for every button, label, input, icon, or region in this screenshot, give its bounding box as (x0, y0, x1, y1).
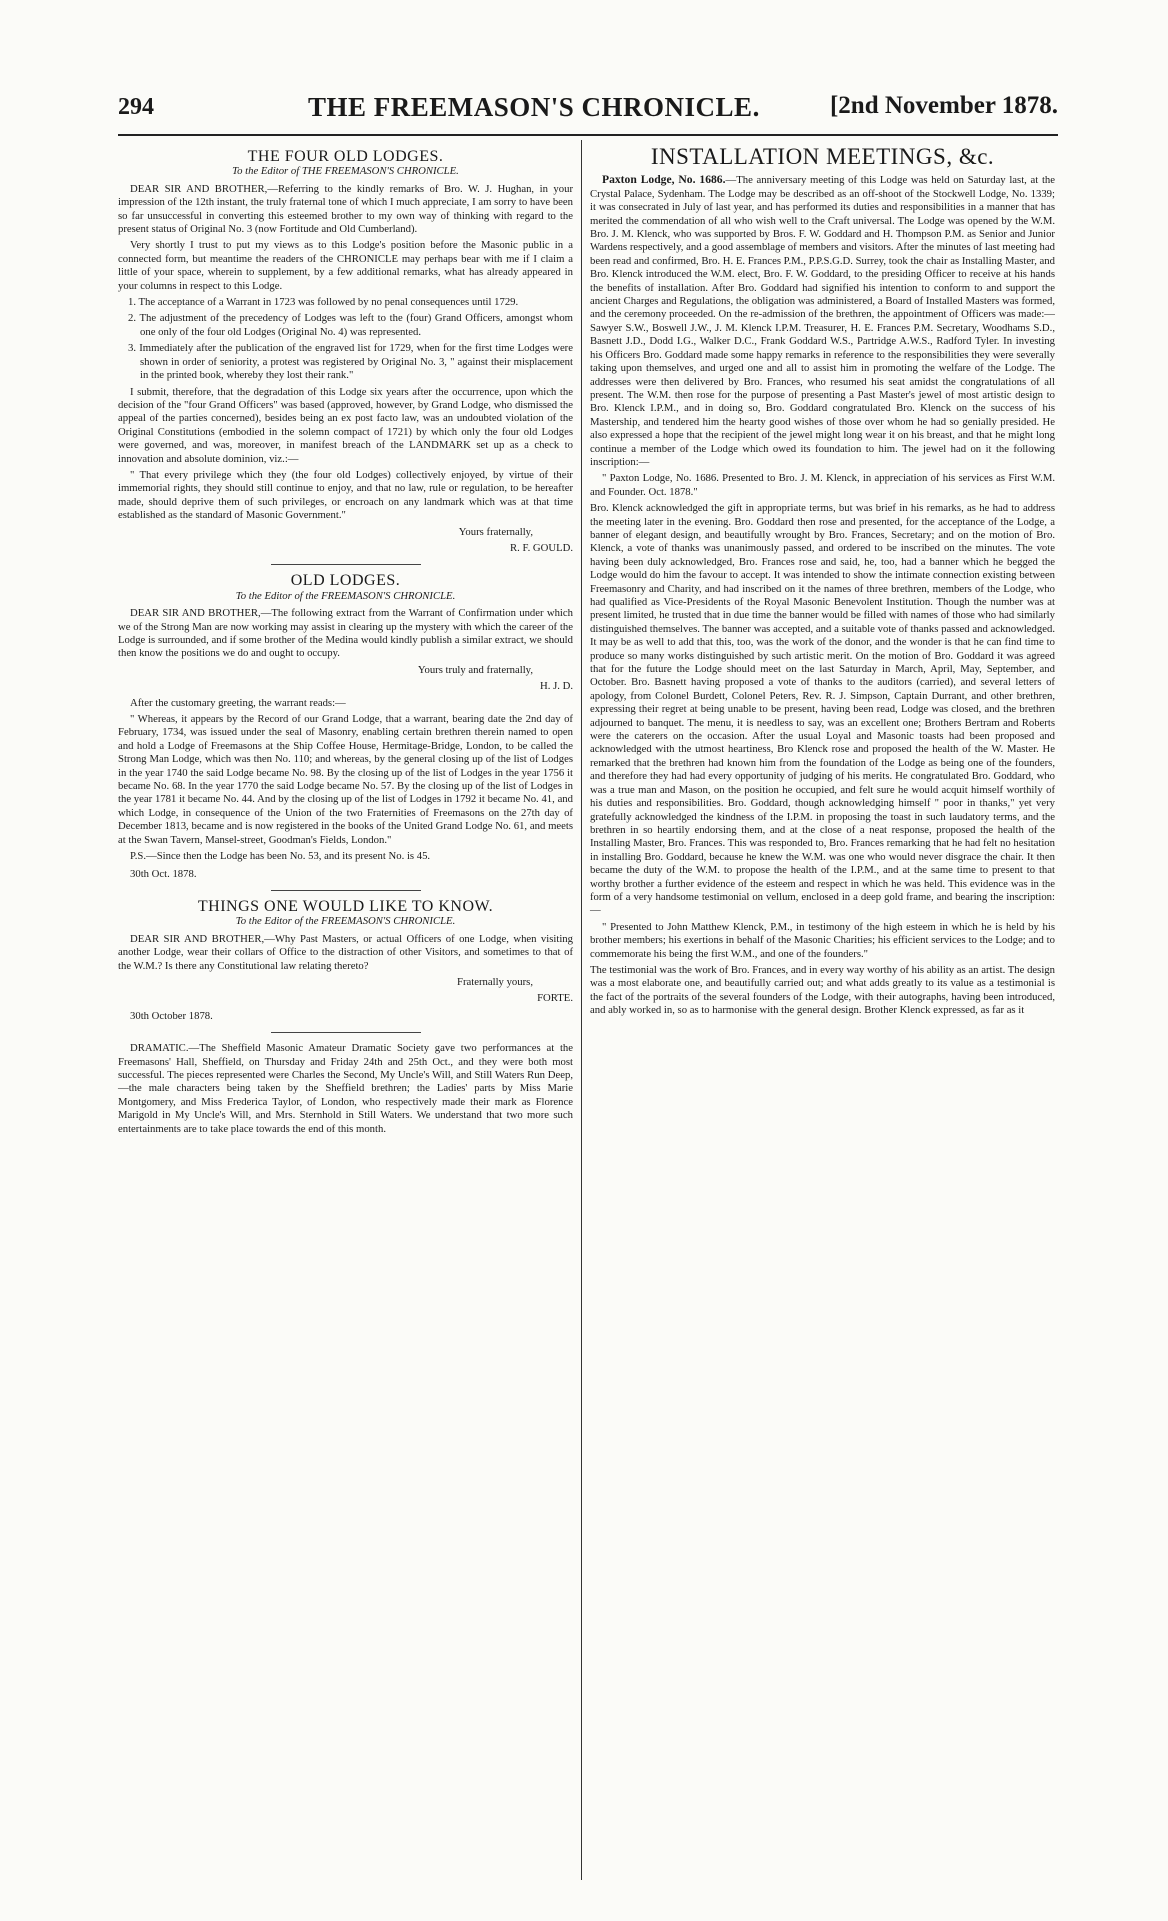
section-heading: INSTALLATION MEETINGS, &c. (650, 144, 995, 169)
list-item: 2. The adjustment of the precedency of Lodges was left to the (four) Grand Officers, amongst whom one only of the four old Lodges (Original No. 4) was represented. (128, 312, 573, 338)
article-heading: OLD LODGES. (290, 572, 401, 590)
letter-date: 30th October 1878. (130, 1009, 213, 1022)
right-column (590, 146, 1055, 1021)
paragraph: Bro. Klenck acknowledged the gift in appropriate terms, but was brief in his remarks, as he had to address the meeting later in the evening. Bro. Goddard then rose and presented, for the acceptance of the Lodge, a banner of elegant design, and beautifully wrought by Bro. Frances, Secretary; and on the motion of Bro. Klenck, a vote of thanks was unanimously passed, and ordered to be inscribed on the minutes. The vote having been duly acknowledged, Bro. Frances rose and said, he, too, had a banner which he begged the Lodge would do him the favour to accept. It was intended to show the intimate connection existing between Freemasonry and Charity, and had inscribed on it the names of three brethren, members of the Lodge, who had qualified as Vice-Presidents of the Royal Masonic Benevolent Institution. Though the number was at present limited, he trusted that in due time the banner would be filled with names of those who had similarly distinguished themselves. The banner was accepted, and a suitable vote of thanks passed and acknowledged. It may be as well to add that this, too, was the work of the donor, and the wonder is that he can find time to produce so many works distinguished by such artistic merit. On the motion of Bro. Goddard it was agreed that for the future the Lodge should meet on the last Saturday in March, April, May, September, and October. Bro. Basnett having proposed a vote of thanks to the auditors (carried), and several letters of apology, from Colonel Burdett, Colonel Peters, Rev. R. J. Simpson, Captain Durrant, and other brethren, expressing their regret at being unable to be present, having been read, Lodge was closed, and the brethren adjourned to banquet. The menu, it is needless to say, was an excellent one; Brothers Bertram and Roberts were the caterers on the occasion. After the usual Loyal and Masonic toasts had been proposed and acknowledged with the utmost heartiness, Bro Klenck rose and proposed the health of the W. Master. He remarked that the brethren had known him from the foundation of the Lodge as being one of the founders, and therefore they had had every opportunity of judging of his merits. He congratulated Bro. Goddard, who was a true man and Mason, on the position he occupied, and felt sure he would acquit himself worthily of his duties and responsibilities. Bro. Goddard, though acknowledging himself " poor in thanks," yet very gratefully acknowledged the kindness of the I.P.M. in proposing the toast in such laudatory terms, and the brethren in so heartily endorsing them, and at the close of a neat response, proposed the health of the Installing Master, Bro. Frances. This was responded to, Bro. Frances remarking that he had felt no hesitation in installing Bro. Goddard, because he knew the W.M. was one who would never disgrace the chair. It then became the duty of the W.M. to propose the health of the I.P.M., and at the same time to present to that worthy brother a further evidence of the esteem and respect in which he was held. This evidence was in the form of a very handsome testimonial on vellum, enclosed in a deep gold frame, and bearing the inscription:— (590, 502, 1055, 917)
lodge-name: Paxton Lodge, No. 1686. (602, 173, 726, 187)
paragraph (590, 173, 1055, 469)
section-divider (271, 890, 421, 891)
publication-title: THE FREEMASON'S CHRONICLE. (308, 92, 760, 122)
section-divider (271, 564, 421, 565)
left-column (118, 146, 573, 1139)
inscription: " Paxton Lodge, No. 1686. Presented to Bro. J. M. Klenck, in appreciation of his services as First W.M. and Founder. Oct. 1878." (590, 472, 1055, 498)
paragraph-text: —The anniversary meeting of this Lodge was held on Saturday last, at the Crystal Palace, Sydenham. The Lodge may be described as an off-shoot of the Stockwell Lodge, No. 1339; it was consecrated in July of last year, and has performed its duties and responsibilities in a manner that has merited the commendation of all who wish well to the Craft universal. The Lodge was opened by the W.M. Bro. J. M. Klenck, who was supported by Bros. F. W. Goddard and H. Thompson P.M. as Senior and Junior Wardens respectively, and a good assemblage of members and visitors. After the minutes of last meeting had been read and confirmed, Bro. H. E. Frances P.M., P.P.S.G.D. Surrey, took the chair as Installing Master, and Bro. Klenck introduced the W.M. elect, Bro. F. W. Goddard, to the presiding Officer to receive at his hands the benefits of installation. After Bro. Goddard had signified his intention to conform to and support the ancient Charges and Regulations, the obligation was administered, a Board of Installed Masters was formed, and the ceremony proceeded. On the re-admission of the brethren, the appointment of Officers was made:—Sawyer S.W., Boswell J.W., J. M. Klenck I.P.M. Treasurer, H. E. Frances P.M. Secretary, Woodhams S.D., Basnett J.D., Dodd I.G., Walker D.C., Frank Goddard W.S., Partridge A.W.S., Radford Tyler. In investing his Officers Bro. Goddard made some happy remarks in reference to the responsibilities they were severally taking upon themselves, and urged one and all to assist him in promoting the welfare of the Lodge. The addresses were then delivered by Bro. Frances, who resumed his seat amidst the congratulations of all present. The W.M. then rose for the purpose of presenting a Past Master's jewel of most artistic design to Bro. Klenck I.P.M., and in doing so, Bro. Goddard congratulated Bro. Klenck on the success of his Mastership, and tendered him the hearty good wishes of those over whom he had so genially presided. He also expressed a hope that the recipient of the jewel might long wear it on his breast, and that he might long continue a member of the Lodge which owed its foundation to him. The jewel had on it the following inscription:— (590, 174, 1056, 468)
paragraph: I submit, therefore, that the degradation of this Lodge six years after the occurrence, upon which the decision of the "four Grand Officers" was based (approved, however, by Grand Lodge, who dismissed the appeal of the parties concerned), besides being an ex post facto law, was an undoubted violation of the Original Constitutions (embodied in the solemn compact of 1721) by which only the four old Lodges were governed, and was, moreover, in manifest breach of the LANDMARK set up as a check to innovation and absolute dominion, viz.:— (118, 385, 573, 465)
list-item: 1. The acceptance of a Warrant in 1723 was followed by no penal consequences until 1729. (128, 296, 519, 309)
article-heading: THE FOUR OLD LODGES. (247, 148, 444, 165)
quotation: " Whereas, it appears by the Record of our Grand Lodge, that a warrant, bearing date the 2nd day of February, 1734, was issued under the seal of Masonry, enabling certain brethren therein named to open and hold a Lodge of Freemasons at the Ship Coffee House, Hermitage-Bridge, London, to be called the Strong Man Lodge, which was then No. 110; and whereas, by the general closing up of the list of Lodges in the year 1740 the said Lodge became No. 98. By the closing up of the list of Lodges in the year 1756 it became No. 68. In the year 1770 the said Lodge became No. 57. By the closing up of the list of Lodges in the year 1781 it became No. 44. And by the closing up of the list of Lodges in 1792 it became No. 41, and which Lodge, in consequence of the Union of the two Fraternities of Freemasons on the 27th day of December 1813, became and is now registered in the books of the United Grand Lodge No. 61, and meets at the Swan Tavern, Mansel-street, Goodman's Fields, London." (118, 713, 573, 846)
letter-closing: Fraternally yours, (457, 975, 533, 988)
letter-closing: Yours fraternally, (458, 525, 533, 538)
postscript: P.S.—Since then the Lodge has been No. 53, and its present No. is 45. (130, 850, 431, 863)
article-heading: THINGS ONE WOULD LIKE TO KNOW. (197, 897, 494, 915)
letter-date: 30th Oct. 1878. (130, 867, 197, 880)
section-divider (271, 1032, 421, 1033)
article-subheading: To the Editor of the FREEMASON'S CHRONICLE. (235, 915, 456, 928)
article-old-lodges (118, 574, 573, 881)
list-item: 3. Immediately after the publication of the engraved list for 1729, when for the first time Lodges were shown in order of seniority, a protest was registered by Original No. 3, " against their misplacement in the printed book, whereby they lost their rank." (128, 342, 573, 382)
masthead (118, 90, 1058, 136)
letter-signature: R. F. GOULD. (510, 541, 573, 554)
letter-closing: Yours truly and fraternally, (417, 663, 533, 676)
paragraph: The testimonial was the work of Bro. Frances, and in every way worthy of his ability as an artist. The design was a most elaborate one, and beautifully carried out; and what adds greatly to its value as a testimonial is the fact of the portraits of the several founders of the Lodge, with their autographs, having been introduced, and ably worked in, so as to harmonise with the general design. Brother Klenck expressed, as far as it (590, 963, 1055, 1017)
quotation: " That every privilege which they (the four old Lodges) collectively enjoyed, by virtue of their immemorial rights, they should still continue to enjoy, and that no law, rule or regulation, to be hereafter made, should deprive them of such privileges, or encroach on any landmark which was at that time established as the standard of Masonic Government." (118, 468, 573, 522)
article-subheading: To the Editor of the FREEMASON'S CHRONICLE. (235, 589, 456, 602)
article-subheading: To the Editor of THE FREEMASON'S CHRONICLE. (232, 165, 459, 178)
dramatic-notice: DRAMATIC.—The Sheffield Masonic Amateur Dramatic Society gave two performances at the Freemasons' Hall, Sheffield, on Thursday and Friday 24th and 25th Oct., and they were both most successful. The pieces represented were Charles the Second, My Uncle's Will, and Still Waters Run Deep,—the male characters being taken by the Sheffield brethren; the Ladies' parts by Miss Marie Montgomery, and Miss Frederica Taylor, of London, who respectively made their mark as Florence Marigold in My Uncle's Will, and Mrs. Sternhold in Still Waters. We understand that two more such entertainments are to take place towards the end of this month. (118, 1042, 573, 1135)
letter-signature: H. J. D. (540, 680, 573, 693)
column-rule (581, 140, 582, 1880)
page-number: 294 (118, 94, 154, 120)
article-things-to-know (118, 897, 573, 1023)
inscription: " Presented to John Matthew Klenck, P.M., in testimony of the high esteem in which he is held by his brother members; his exertions in behalf of the Masonic Charities; his efficient services to the Lodge; and to commemorate his being the first W.M., and one of the founders." (590, 920, 1055, 960)
issue-date: [2nd November 1878. (829, 92, 1058, 119)
paragraph: DEAR SIR AND BROTHER,—The following extract from the Warrant of Confirmation under which we of the Strong Man are now working may assist in clearing up the mystery with which the career of the Lodge is surrounded, and if some brother of the Medina would kindly publish a similar extract, we should then know the positions we do and ought to occupy. (118, 607, 573, 660)
paragraph: DEAR SIR AND BROTHER,—Why Past Masters, or actual Officers of one Lodge, when visiting another Lodge, wear their collars of Office to the distraction of other Visitors, and sometimes to that of the W.M.? Is there any Constitutional law relating thereto? (118, 932, 573, 972)
paragraph: Very shortly I trust to put my views as to this Lodge's position before the Masonic public in a connected form, but meantime the readers of the CHRONICLE may perhaps bear with me if I claim a little of your space, wherein to supplement, by a few additional remarks, what has already appeared in your columns in respect to this Lodge. (118, 239, 573, 292)
letter-signature: FORTE. (537, 992, 573, 1005)
paragraph: DEAR SIR AND BROTHER,—Referring to the kindly remarks of Bro. W. J. Hughan, in your impression of the 12th instant, the truly fraternal tone of which I much appreciate, I am sorry to have been so far unsuccessful in converting this esteemed brother to my own way of thinking with regard to the present status of Original No. 3 (now Fortitude and Old Cumberland). (118, 182, 573, 236)
paragraph: After the customary greeting, the warrant reads:— (130, 696, 346, 709)
article-four-old-lodges (118, 150, 573, 555)
